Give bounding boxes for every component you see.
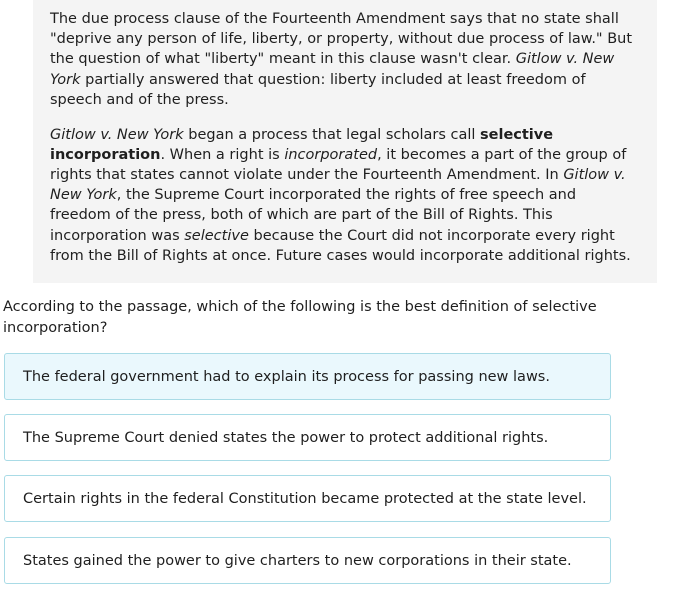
answer-choice-c[interactable] — [4, 475, 611, 522]
italic-text: Gitlow v. New York — [50, 166, 626, 204]
passage-paragraph-1: The due process clause of the Fourteenth Amendment says that no state shall "deprive any person of life, liberty, or property, without due process of law." But the question of what "liberty" meant in this clause wasn't clear. Gitlow v. New York partially answered that question: liberty included at least freedom of speech and of the press. — [50, 11, 633, 108]
question-prompt: According to the passage, which of the following is the best definition of selective incorporation? — [3, 299, 597, 336]
italic-text: incorporated — [284, 146, 378, 163]
answer-choice-label: The federal government had to explain its process for passing new laws. — [23, 368, 550, 385]
italic-text: Gitlow v. New York — [50, 126, 184, 143]
passage-paragraph-2: Gitlow v. New York began a process that legal scholars call selective incorporation. When a right is incorporated, it becomes a part of the group of rights that states cannot violate under the Fourteenth Amendment. In Gitlow v. New York, the Supreme Court incorporated the rights of free speech and freedom of the press, both of which are part of the Bill of Rights. This incorporation was selective because the Court did not incorporate every right from the Bill of Rights at once. Future cases would incorporate additional rights. — [50, 126, 631, 264]
italic-text: selective — [184, 227, 249, 244]
answer-choice-label: States gained the power to give charters to new corporations in their state. — [23, 552, 572, 569]
answer-choice-a[interactable] — [4, 353, 611, 400]
answer-choice-b[interactable] — [4, 414, 611, 461]
answer-choice-d[interactable] — [4, 537, 611, 584]
reading-passage — [33, 0, 657, 283]
answer-choice-label: Certain rights in the federal Constitution became protected at the state level. — [23, 490, 587, 507]
italic-text: Gitlow v. New York — [50, 51, 615, 88]
bold-term: selective incorporation — [50, 126, 554, 163]
answer-choice-label: The Supreme Court denied states the power to protect additional rights. — [23, 429, 549, 446]
